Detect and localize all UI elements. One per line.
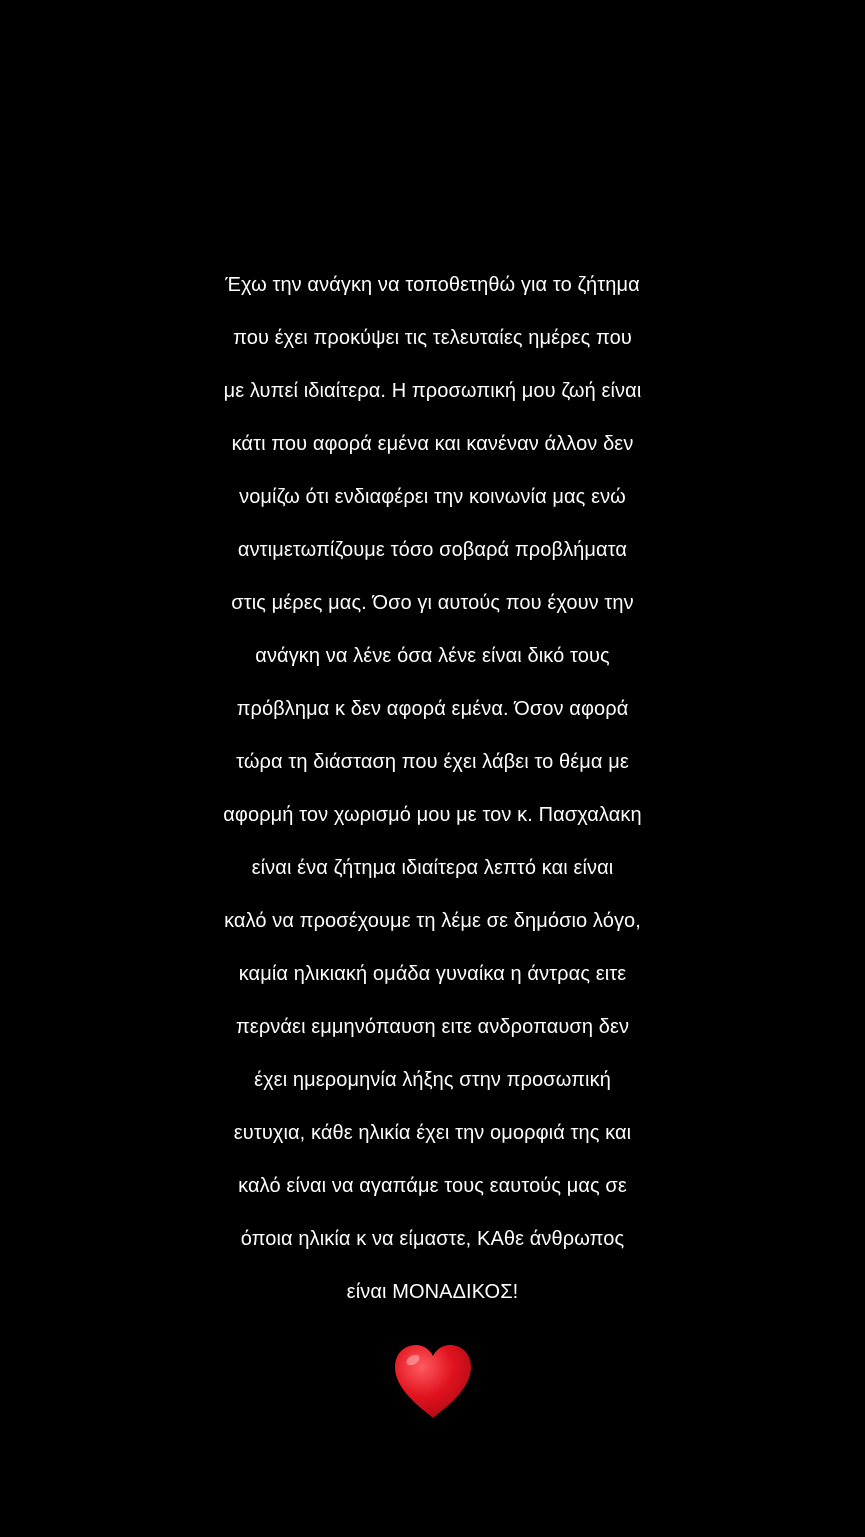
story-text-line: καμία ηλικιακή ομάδα γυναίκα η άντρας ειτε [238, 963, 627, 985]
story-text-line: τώρα τη διάσταση που έχει λάβει το θέμα με [236, 751, 629, 773]
story-text-line: αφορμή τον χωρισμό μου με τον κ. Πασχαλακη [223, 804, 642, 826]
story-text-line: στις μέρες μας. Όσο γι αυτούς που έχουν την [231, 592, 634, 614]
story-text-line: ανάγκη να λένε όσα λένε είναι δικό τους [255, 645, 610, 667]
story-text-line: έχει ημερομηνία λήξης στην προσωπική [254, 1069, 611, 1091]
red-heart-icon [391, 1340, 475, 1424]
story-text-line: περνάει εμμηνόπαυση ειτε ανδροπαυση δεν [235, 1016, 630, 1038]
story-text-line: με λυπεί ιδιαίτερα. Η προσωπική μου ζωή είναι [223, 380, 642, 402]
story-text-line: είναι ΜΟΝΑΔΙΚΟΣ! [346, 1281, 519, 1303]
story-text-line: ευτυχια, κάθε ηλικία έχει την ομορφιά της και [233, 1122, 632, 1144]
story-text-line: καλό να προσέχουμε τη λέμε σε δημόσιο λόγο, [224, 910, 641, 932]
story-text-line: καλό είναι να αγαπάμε τους εαυτούς μας σε [238, 1175, 627, 1197]
story-text-line: κάτι που αφορά εμένα και κανέναν άλλον δεν [231, 433, 634, 455]
story-text-line: που έχει προκύψει τις τελευταίες ημέρες που [233, 327, 632, 349]
story-text-line: είναι ένα ζήτημα ιδιαίτερα λεπτό και είναι [251, 857, 614, 879]
story-text-line: πρόβλημα κ δεν αφορά εμένα. Όσον αφορά [236, 698, 629, 720]
story-text-line: Έχω την ανάγκη να τοποθετηθώ για το ζήτημα [225, 274, 640, 296]
story-text-line: όποια ηλικία κ να είμαστε, ΚΑθε άνθρωπος [240, 1228, 625, 1250]
story-text-line: νομίζω ότι ενδιαφέρει την κοινωνία μας ενώ [239, 486, 626, 508]
story-text-line: αντιμετωπίζουμε τόσο σοβαρά προβλήματα [237, 539, 628, 561]
